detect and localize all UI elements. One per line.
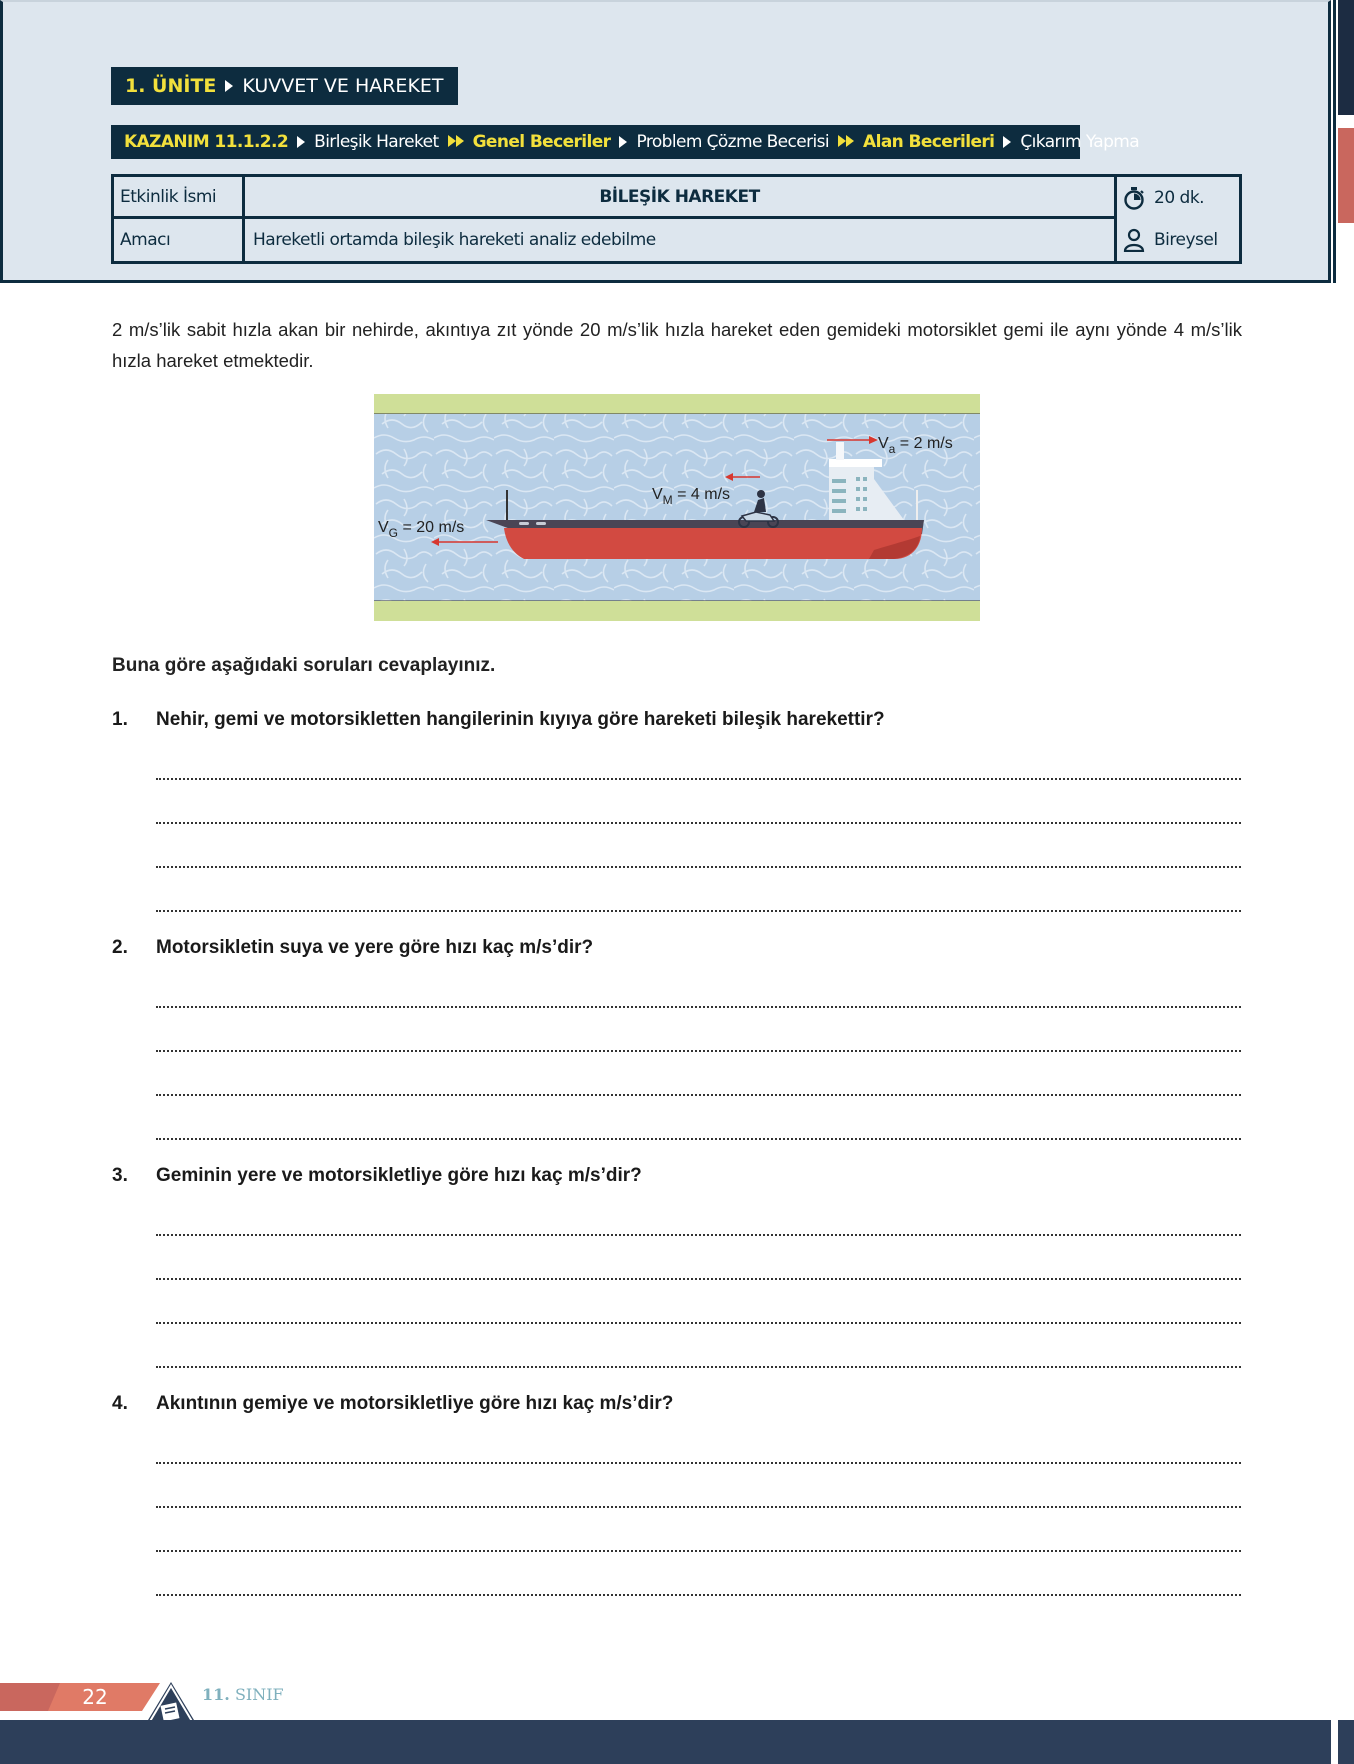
duration-text: 20 dk. (1154, 188, 1205, 208)
answer-line[interactable] (156, 1006, 1241, 1008)
page-number: 22 (82, 1685, 108, 1709)
field-skills-label: Alan Becerileri (863, 132, 995, 152)
kazanim-label: KAZANIM 11.1.2.2 (124, 132, 289, 152)
activity-aim-label: Amacı (114, 219, 245, 261)
question-text: Nehir, gemi ve motorsikletten hangilerinin kıyıya göre hareketi bileşik harekettir? (156, 709, 885, 730)
unit-number: 1. ÜNİTE (125, 75, 217, 97)
question-number: 2. (112, 937, 128, 958)
answer-line[interactable] (156, 778, 1241, 780)
question-number: 4. (112, 1393, 128, 1414)
question-text: Geminin yere ve motorsikletliye göre hızı kaç m/s’dir? (156, 1165, 642, 1186)
mode-text: Bireysel (1154, 230, 1218, 250)
footer-side-bar (1338, 1720, 1354, 1764)
mode-cell (1117, 219, 1239, 261)
intro-paragraph: 2 m/s’lik sabit hızla akan bir nehirde, akıntıya zıt yönde 20 m/s’lik hızla hareket eden gemideki motorsiklet gemi ile aynı yönde 4 m/s’lik hızla hareket etmektedir. (112, 319, 1242, 371)
activity-aim-value: Hareketli ortamda bileşik hareketi analiz edebilme (245, 219, 1117, 261)
triangle-right-icon (1003, 136, 1011, 148)
field-skills-value: Çıkarım Yapma (1020, 132, 1140, 152)
answer-line[interactable] (156, 1278, 1241, 1280)
river-bank-bottom (374, 601, 980, 621)
grade-number: 11. (202, 1685, 230, 1704)
grade-label (202, 1685, 284, 1704)
double-triangle-right-icon (838, 132, 854, 152)
ship-label: $V_G = 20$ m/s (378, 519, 465, 540)
triangle-right-icon (619, 136, 627, 148)
motor-label: $V_M = 4$ m/s (652, 486, 731, 507)
activity-name-value: BİLEŞİK HAREKET (245, 177, 1117, 219)
river-bank-top (374, 394, 980, 414)
answer-line[interactable] (156, 1234, 1241, 1236)
answer-line[interactable] (156, 1506, 1241, 1508)
question-text: Motorsikletin suya ve yere göre hızı kaç m/s’dir? (156, 937, 594, 958)
grade-word: SINIF (234, 1685, 284, 1704)
header-edge-line (1333, 0, 1336, 283)
general-skills-label: Genel Beceriler (472, 132, 611, 152)
answer-line[interactable] (156, 1094, 1241, 1096)
answer-line[interactable] (156, 866, 1241, 868)
double-triangle-right-icon (448, 132, 464, 152)
footer-band (0, 1720, 1331, 1764)
triangle-right-icon (225, 80, 233, 92)
answer-line[interactable] (156, 822, 1241, 824)
answer-line[interactable] (156, 1138, 1241, 1140)
answer-line[interactable] (156, 1550, 1241, 1552)
kazanim-bar (111, 125, 1140, 159)
side-bar-dark (1338, 0, 1354, 115)
question-number: 1. (112, 709, 128, 730)
river-ship-figure (374, 394, 980, 621)
activity-table (111, 174, 1242, 264)
duration-cell (1117, 177, 1239, 219)
unit-title: KUVVET VE HAREKET (242, 75, 444, 97)
answer-line[interactable] (156, 1050, 1241, 1052)
answer-line[interactable] (156, 1462, 1241, 1464)
unit-label (111, 67, 458, 105)
general-skills-value: Problem Çözme Becerisi (636, 132, 830, 152)
question-text: Akıntının gemiye ve motorsikletliye göre hızı kaç m/s’dir? (156, 1393, 674, 1414)
side-bar-red (1338, 128, 1354, 223)
stopwatch-icon (1123, 186, 1145, 210)
lead-text: Buna göre aşağıdaki soruları cevaplayınız. (112, 655, 496, 676)
activity-name-label: Etkinlik İsmi (114, 177, 245, 219)
triangle-right-icon (297, 136, 305, 148)
answer-line[interactable] (156, 1594, 1241, 1596)
answer-line[interactable] (156, 910, 1241, 912)
answer-line[interactable] (156, 1366, 1241, 1368)
question-number: 3. (112, 1165, 128, 1186)
answer-line[interactable] (156, 1322, 1241, 1324)
kazanim-topic: Birleşik Hareket (314, 132, 439, 152)
person-icon (1123, 228, 1145, 252)
current-label: $V_a = 2$ m/s (878, 435, 953, 456)
